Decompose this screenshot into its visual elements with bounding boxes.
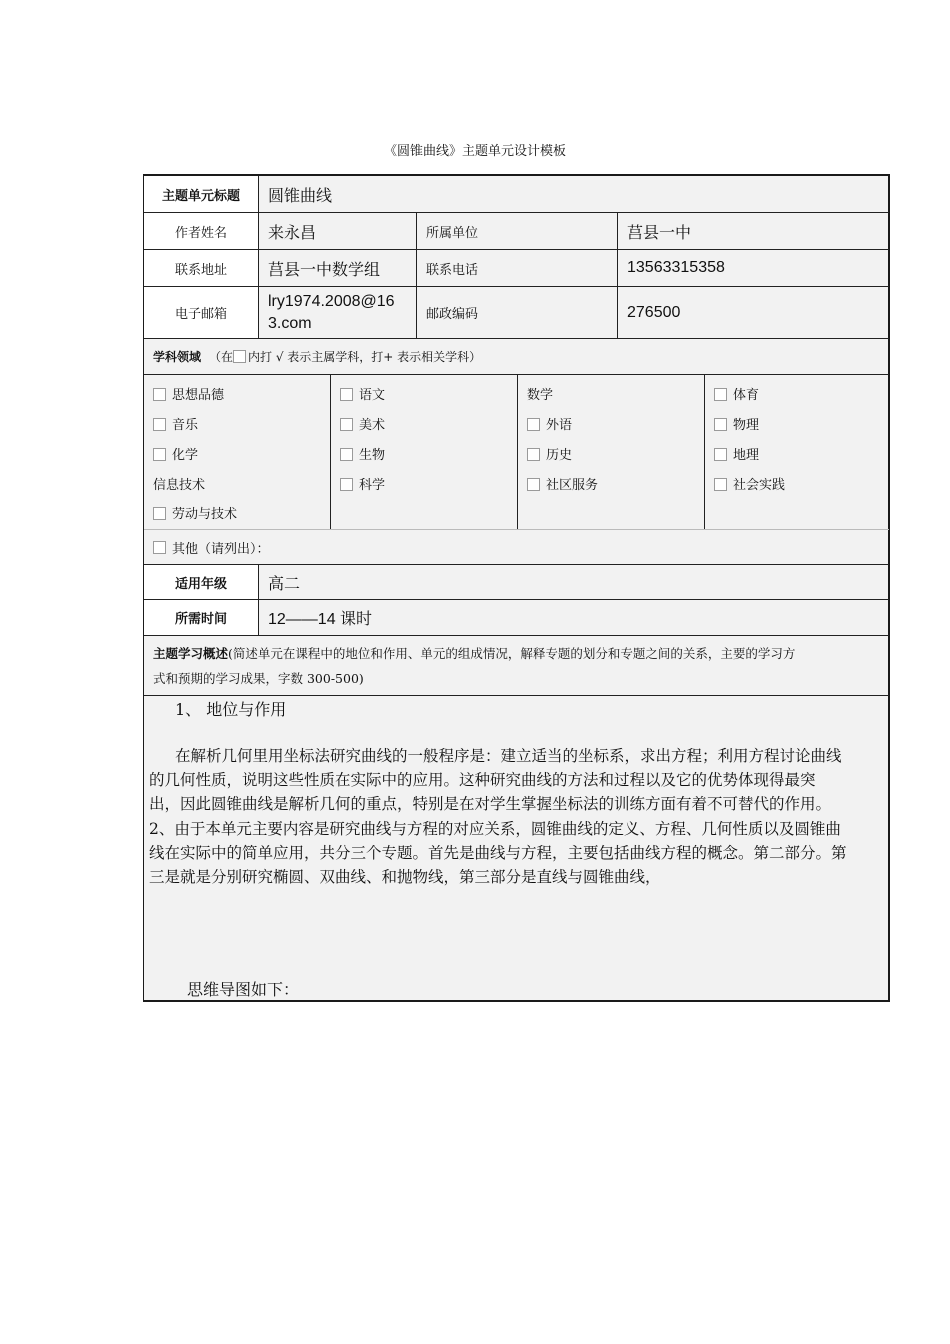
duration-label: 所需时间 bbox=[144, 600, 259, 635]
checkbox-icon[interactable] bbox=[714, 448, 727, 461]
row-other bbox=[144, 529, 889, 565]
postcode-label: 邮政编码 bbox=[417, 287, 618, 338]
address-label: 联系地址 bbox=[144, 250, 259, 286]
subject-column-1 bbox=[144, 375, 331, 529]
row-subject-header bbox=[144, 339, 889, 375]
row-address bbox=[144, 250, 889, 287]
subject-labor[interactable]: 劳动与技术 bbox=[153, 503, 237, 522]
subject-math: 数学 bbox=[527, 388, 554, 403]
checkbox-icon[interactable] bbox=[527, 478, 540, 491]
org-value: 莒县一中 bbox=[627, 222, 692, 242]
checkbox-icon[interactable] bbox=[714, 418, 727, 431]
checkbox-icon[interactable] bbox=[153, 388, 166, 401]
email-line-2: 3.com bbox=[268, 314, 312, 332]
subject-it: 信息技术 bbox=[153, 478, 206, 493]
address-value: 莒县一中数学组 bbox=[259, 250, 417, 286]
grade-value: 高二 bbox=[268, 573, 301, 593]
checkbox-icon[interactable] bbox=[527, 448, 540, 461]
overview-paragraph-2: 2、由于本单元主要内容是研究曲线与方程的对应关系，圆锥曲线的定义、方程、几何性质以及圆锥曲 线在实际中的简单应用，共分三个专题。首先是曲线与方程，主要包括曲线方程的概念。第二部分。第 三是就是分别研究椭圆、双曲线、和抛物线，第三部分是直线与圆锥曲线， bbox=[149, 820, 847, 886]
subject-area-note bbox=[144, 339, 889, 374]
unit-design-form bbox=[143, 174, 890, 1002]
checkbox-icon[interactable] bbox=[527, 418, 540, 431]
author-label: 作者姓名 bbox=[144, 213, 259, 249]
row-grade bbox=[144, 565, 889, 600]
author-value: 来永昌 bbox=[259, 213, 417, 249]
subject-moral[interactable]: 思想品德 bbox=[153, 384, 224, 403]
subject-community[interactable]: 社区服务 bbox=[527, 474, 598, 493]
checkbox-icon[interactable] bbox=[340, 448, 353, 461]
subject-history[interactable]: 历史 bbox=[527, 444, 572, 463]
row-email bbox=[144, 287, 889, 339]
subject-column-3 bbox=[518, 375, 705, 529]
phone-value: 13563315358 bbox=[627, 259, 725, 276]
subject-other[interactable]: 其他（请列出）： bbox=[153, 530, 853, 564]
subject-area-label: 学科领域 bbox=[153, 350, 202, 364]
subject-geography[interactable]: 地理 bbox=[714, 444, 759, 463]
checkbox-icon[interactable] bbox=[153, 448, 166, 461]
subject-music[interactable]: 音乐 bbox=[153, 414, 198, 433]
email-line-1: lry1974.2008@16 bbox=[268, 292, 395, 310]
checkbox-icon[interactable] bbox=[340, 388, 353, 401]
subject-chemistry[interactable]: 化学 bbox=[153, 444, 198, 463]
row-author bbox=[144, 213, 889, 250]
overview-label: 主题学习概述 bbox=[153, 645, 229, 661]
subject-science[interactable]: 科学 bbox=[340, 474, 385, 493]
grade-label: 适用年级 bbox=[144, 565, 259, 599]
overview-hint-line-2: 式和预期的学习成果，字数 300-500) bbox=[153, 670, 364, 686]
subject-column-4 bbox=[705, 375, 889, 529]
checkbox-icon[interactable] bbox=[340, 478, 353, 491]
checkbox-icon[interactable] bbox=[714, 388, 727, 401]
org-label: 所属单位 bbox=[417, 213, 618, 249]
overview-heading-1: 1、 地位与作用 bbox=[175, 700, 287, 719]
checkbox-icon[interactable] bbox=[153, 507, 166, 520]
overview-hint-line-1: 主题学习概述(简述单元在课程中的地位和作用、单元的组成情况，解释专题的划分和专题之间的关系，主要的学习方 bbox=[153, 645, 796, 661]
postcode-value: 276500 bbox=[627, 303, 681, 321]
document-title: 《圆锥曲线》主题单元设计模板 bbox=[383, 144, 566, 159]
checkbox-icon[interactable] bbox=[153, 418, 166, 431]
subject-foreign-language[interactable]: 外语 bbox=[527, 414, 572, 433]
checkbox-icon[interactable] bbox=[153, 541, 166, 554]
subject-chinese[interactable]: 语文 bbox=[340, 384, 385, 403]
subject-pe[interactable]: 体育 bbox=[714, 384, 759, 403]
subject-column-2 bbox=[331, 375, 518, 529]
email-label: 电子邮箱 bbox=[144, 287, 259, 338]
subject-physics[interactable]: 物理 bbox=[714, 414, 759, 433]
phone-label: 联系电话 bbox=[417, 250, 618, 286]
row-unit-title bbox=[144, 176, 889, 213]
row-subject-grid bbox=[144, 375, 889, 529]
checkbox-icon[interactable] bbox=[714, 478, 727, 491]
subject-social-practice[interactable]: 社会实践 bbox=[714, 474, 785, 493]
row-overview-header bbox=[144, 636, 889, 696]
subject-area-note-prefix: （在 bbox=[209, 350, 234, 364]
unit-title-label: 主题单元标题 bbox=[144, 176, 259, 212]
subject-art[interactable]: 美术 bbox=[340, 414, 385, 433]
overview-mindmap-note: 思维导图如下： bbox=[187, 980, 300, 999]
overview-paragraph-1: 在解析几何里用坐标法研究曲线的一般程序是：建立适当的坐标系，求出方程；利用方程讨论曲线 的几何性质，说明这些性质在实际中的应用。这种研究曲线的方法和过程以及它的优势体现得最突 出，因此圆锥曲线是解析几何的重点，特别是在对学生掌握坐标法的训练方面有着不可替代的作用。 bbox=[149, 747, 842, 813]
unit-title-value: 圆锥曲线 bbox=[268, 185, 333, 205]
subject-biology[interactable]: 生物 bbox=[340, 444, 385, 463]
note-checkbox-icon bbox=[233, 350, 246, 363]
duration-value: 12——14 课时 bbox=[268, 611, 373, 628]
overview-hint bbox=[153, 636, 883, 695]
checkbox-icon[interactable] bbox=[340, 418, 353, 431]
subject-area-note-suffix: 内打 √ 表示主属学科，打+ 表示相关学科） bbox=[248, 350, 482, 364]
email-value bbox=[259, 287, 417, 338]
row-duration bbox=[144, 600, 889, 636]
